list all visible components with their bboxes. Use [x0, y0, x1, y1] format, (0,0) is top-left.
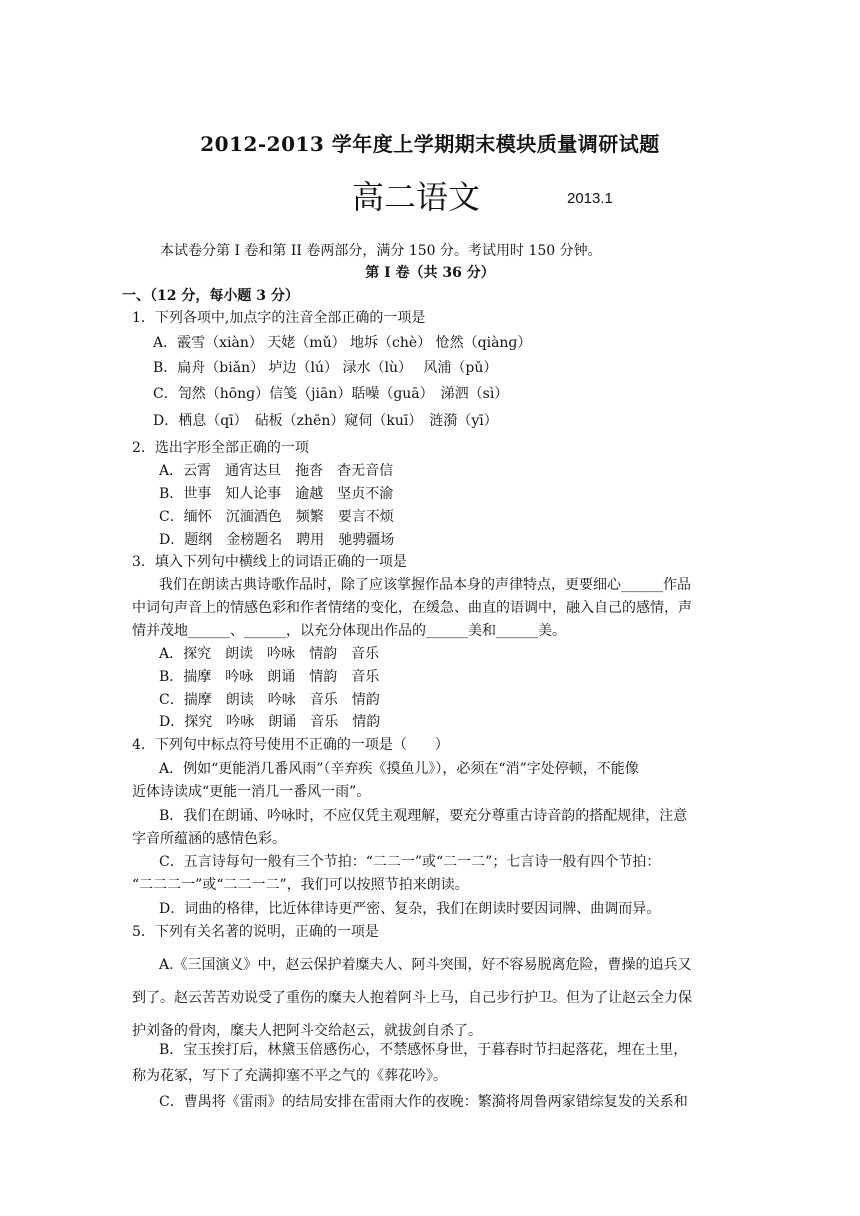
- q4-stem: 4．下列句中标点符号使用不正确的一项是（ ）: [132, 737, 449, 753]
- q5-line: 护刘备的骨肉，糜夫人把阿斗交给赵云，就拔剑自杀了。: [132, 1023, 482, 1039]
- q4-line: D．词曲的格律，比近体律诗更严密、复杂，我们在朗读时要因词牌、曲调而异。: [159, 901, 661, 917]
- q3-text-line: 我们在朗读古典诗歌作品时，除了应该掌握作品本身的声律特点，更要细心______作品: [159, 577, 691, 593]
- q2-option-d: D．题纲 金榜题名 聘用 驰骋疆场: [159, 532, 395, 548]
- q4-line: C．五言诗每句一般有三个节拍：“二二一”或“二一二”；七言诗一般有四个节拍：: [159, 854, 661, 870]
- section1-heading: 一、（12 分，每小题 3 分）: [122, 288, 299, 304]
- q1-option-a: A．霰雪（xiàn） 天姥（mǔ） 地坼（chè） 怆然（qiànɡ）: [153, 335, 532, 351]
- exam-date: 2013.1: [567, 190, 613, 207]
- q1-stem: 1．下列各项中,加点字的注音全部正确的一项是: [132, 310, 426, 326]
- q1-option-d: D．栖息（qī） 砧板（zhēn）窥伺（kuī） 涟漪（yī）: [153, 413, 498, 429]
- q1-option-b: B．扁舟（biǎn） 垆边（lú） 渌水（lù） 风浦（pǔ）: [153, 360, 498, 376]
- q3-option-c: C．揣摩 朗读 吟咏 音乐 情韵: [159, 692, 380, 708]
- q5-line: 到了。赵云苦苦劝说受了重伤的糜夫人抱着阿斗上马，自己步行护卫。但为了让赵云全力保: [132, 990, 692, 1006]
- q5-line: C．曹禺将《雷雨》的结局安排在雷雨大作的夜晚：繁漪将周鲁两家错综复发的关系和: [159, 1094, 688, 1110]
- q4-line: “二二二一”或“二二一二”，我们可以按照节拍来朗读。: [132, 877, 469, 893]
- q3-text-line: 中词句声音上的情感色彩和作者情绪的变化，在缓急、曲直的语调中，融入自己的感情，声: [132, 600, 692, 616]
- exam-title: 2012-2013 学年度上学期期末模块质量调研试题: [200, 132, 660, 156]
- q5-line: A.《三国演义》中，赵云保护着糜夫人、阿斗突围，好不容易脱离危险，曹操的追兵又: [159, 957, 692, 973]
- q2-option-b: B．世事 知人论事 逾越 坚贞不渝: [159, 486, 394, 502]
- q3-option-b: B．揣摩 吟咏 朗诵 情韵 音乐: [159, 669, 380, 685]
- intro-text: 本试卷分第 I 卷和第 II 卷两部分，满分 150 分。考试用时 150 分钟。: [160, 243, 602, 259]
- q2-option-a: A．云霄 通宵达旦 拖沓 杳无音信: [159, 463, 394, 479]
- q4-line: B．我们在朗诵、吟咏时，不应仅凭主观理解，要充分尊重古诗音韵的搭配规律，注意: [159, 808, 688, 824]
- volume1-heading: 第 I 卷（共 36 分）: [365, 265, 495, 281]
- q5-line: B．宝玉挨打后，林黛玉倍感伤心，不禁感怀身世，于暮春时节扫起落花，埋在土里，: [159, 1042, 688, 1058]
- q5-line: 称为花冢，写下了充满抑塞不平之气的《葬花吟》。: [132, 1068, 447, 1084]
- q5-stem: 5．下列有关名著的说明，正确的一项是: [132, 924, 379, 940]
- q3-option-d: D．探究 吟咏 朗诵 音乐 情韵: [159, 714, 381, 730]
- q3-stem: 3．填入下列句中横线上的词语正确的一项是: [132, 554, 407, 570]
- q3-text-line: 情并茂地______、______，以充分体现出作品的______美和______美。: [132, 623, 566, 639]
- q4-line: A．例如“更能消几番风雨”（辛弃疾《摸鱼儿》），必须在“消”字处停顿，不能像: [159, 761, 639, 777]
- q3-option-a: A．探究 朗读 吟咏 情韵 音乐: [159, 646, 380, 662]
- q1-option-c: C．訇然（hōnɡ）信笺（jiān）聒噪（ɡuā） 涕泗（sì）: [153, 386, 509, 402]
- subject-title: 高二语文: [352, 178, 481, 216]
- q2-stem: 2．选出字形全部正确的一项: [132, 440, 309, 456]
- q4-line: 字音所蕴涵的感情色彩。: [132, 831, 286, 847]
- q2-option-c: C．缅怀 沉湎酒色 频繁 要言不烦: [159, 509, 394, 525]
- q4-line: 近体诗读成“更能一消几一番风一雨”。: [132, 784, 371, 800]
